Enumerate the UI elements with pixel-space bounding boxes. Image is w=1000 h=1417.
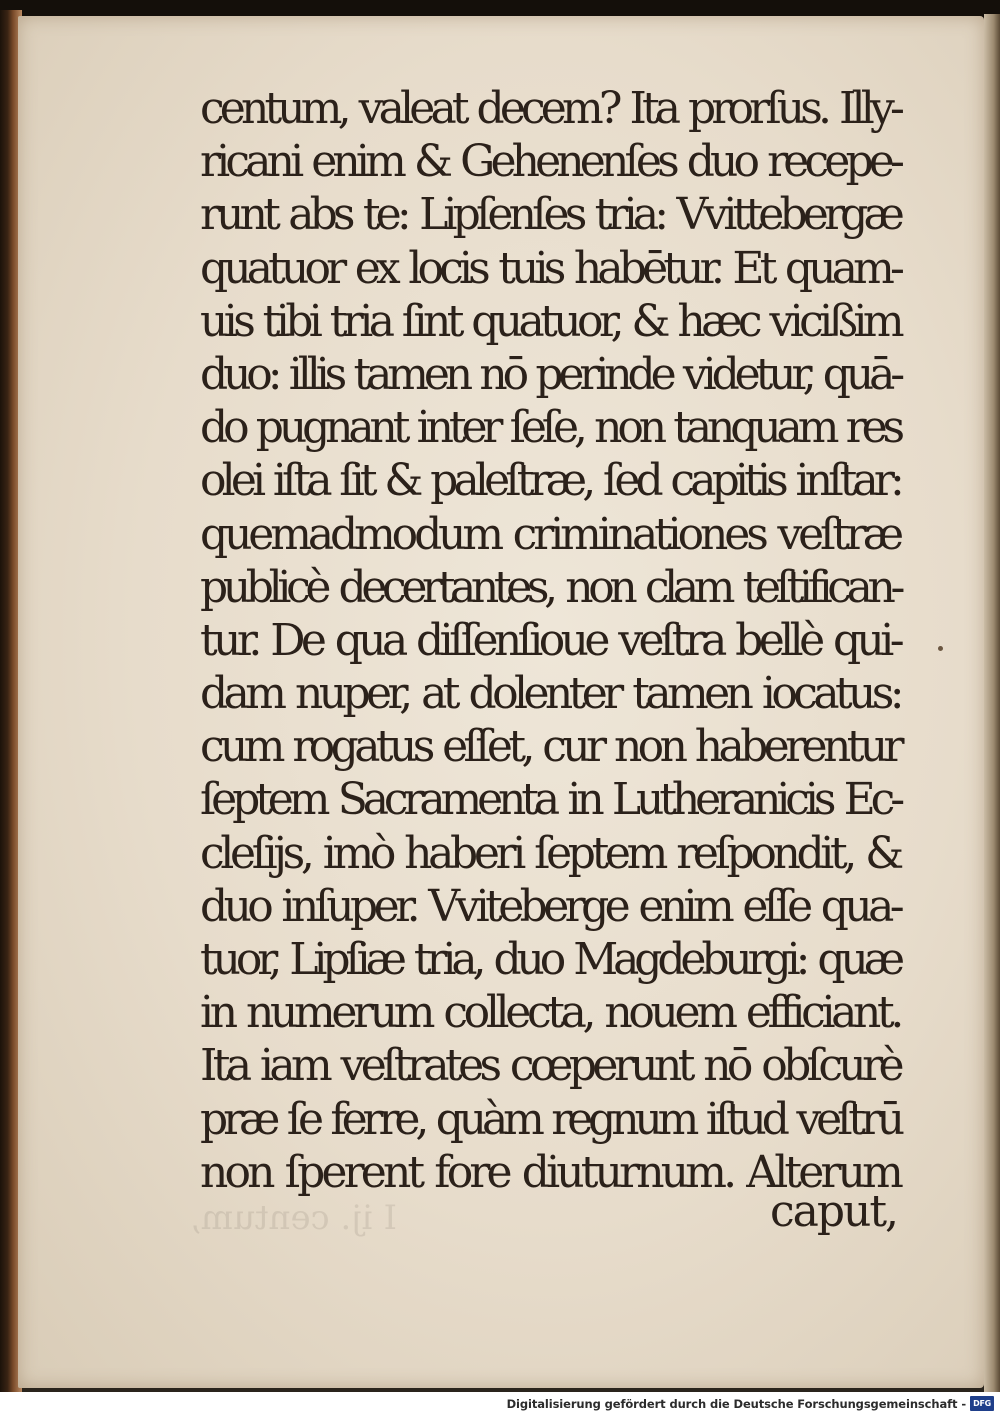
text-line: uis tibi tria ſint quatuor, & hæc vicißim bbox=[200, 295, 900, 347]
text-line: cleſijs, imò haberi ſeptem reſpondit, & bbox=[200, 827, 900, 879]
funding-credit: Digitalisierung gefördert durch die Deutsche Forschungsgemeinschaft - bbox=[506, 1397, 966, 1411]
text-line: runt abs te: Lipſenſes tria: Vvittebergæ bbox=[200, 189, 900, 241]
paper-speck bbox=[938, 646, 943, 651]
text-line: tuor, Lipſiæ tria, duo Magdeburgi: quæ bbox=[200, 934, 900, 985]
text-line: cum rogatus eſſet, cur non haberentur bbox=[200, 721, 900, 773]
text-line: dam nuper, at dolenter tamen iocatus: bbox=[200, 668, 900, 720]
dfg-logo-icon: DFG bbox=[970, 1396, 994, 1411]
text-line: præ ſe ferre, quàm regnum iſtud veſtrū bbox=[200, 1093, 900, 1145]
text-line: ſeptem Sacramenta in Lutheranicis Ec- bbox=[200, 774, 900, 826]
text-line: in numerum collecta, nouem efficiant. bbox=[200, 987, 900, 1039]
text-line: quatuor ex locis tuis habētur. Et quam- bbox=[200, 242, 900, 294]
text-line: duo inſuper. Vviteberge enim eſſe qua- bbox=[200, 880, 900, 932]
body-text bbox=[200, 82, 900, 1199]
text-line: quemadmodum criminationes veſtræ bbox=[200, 508, 900, 560]
text-line: do pugnant inter ſeſe, non tanquam res bbox=[200, 402, 900, 454]
text-line: centum, valeat decem? Ita prorſus. Illy- bbox=[200, 83, 900, 134]
text-line: ricani enim & Gehenenſes duo recepe- bbox=[200, 136, 900, 188]
page-fore-edge bbox=[984, 14, 1000, 1392]
digitization-footer bbox=[0, 1392, 1000, 1417]
catchword: caput, bbox=[770, 1186, 898, 1237]
bleed-through-text: I ij. centum, bbox=[190, 1198, 397, 1238]
text-line: olei iſta ſit & paleſtræ, ſed capitis inſtar: bbox=[200, 455, 900, 507]
text-line: Ita iam veſtrates cœperunt nō obſcurè bbox=[200, 1040, 900, 1092]
text-line: tur. De qua diſſenſioue veſtra bellè qui- bbox=[200, 614, 900, 666]
text-line: duo: illis tamen nō perinde videtur, quā- bbox=[200, 348, 900, 400]
text-line: non ſperent fore diuturnum. Alterum bbox=[200, 1146, 900, 1198]
text-line: publicè decertantes, non clam teſtifican- bbox=[200, 561, 900, 613]
